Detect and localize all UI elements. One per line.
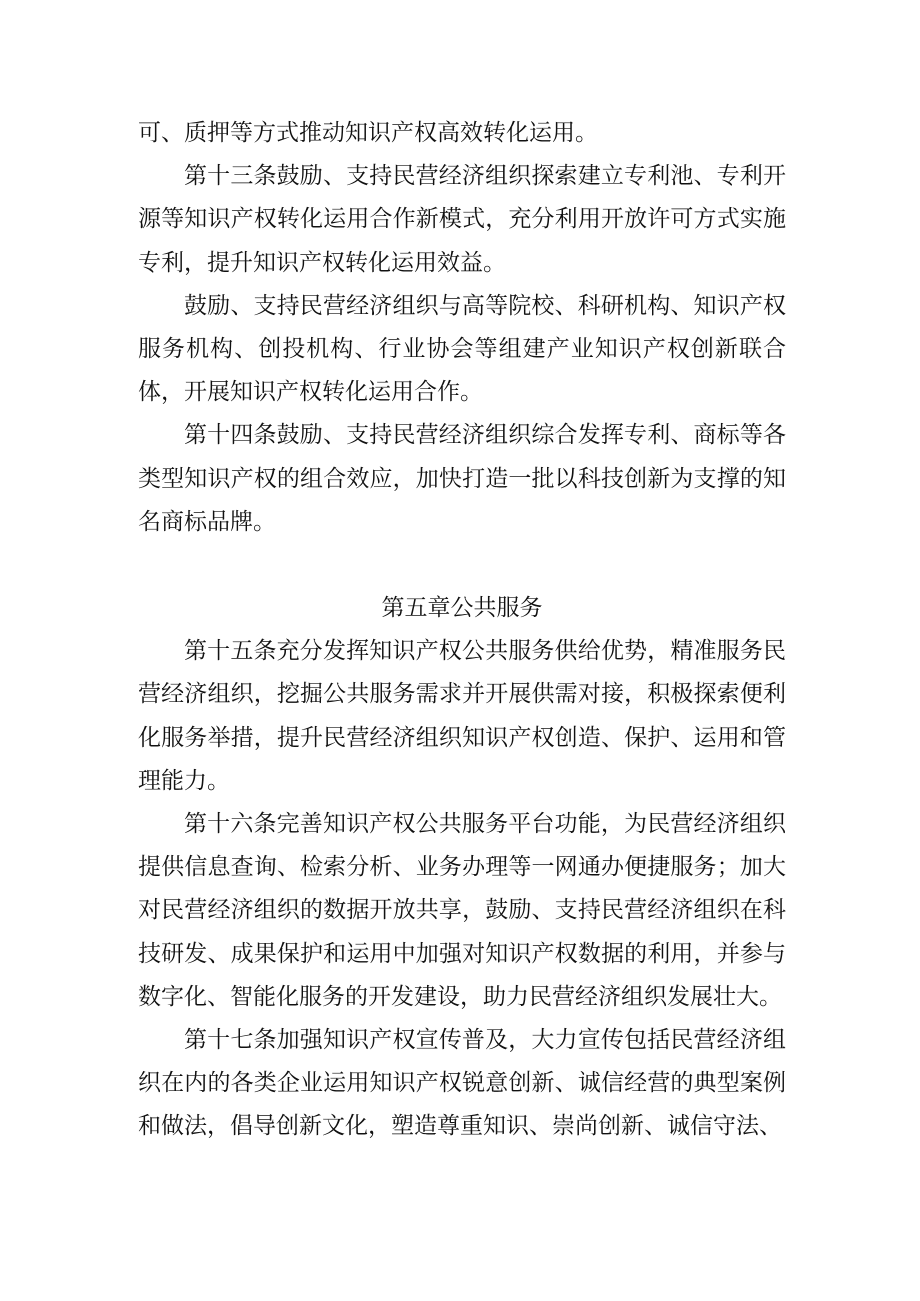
paragraph-article-16: 第十六条完善知识产权公共服务平台功能，为民营经济组织提供信息查询、检索分析、业务办理等一网通办便捷服务；加大对民营经济组织的数据开放共享，鼓励、支持民营经济组织在科技研发、成果保护和运用中加强对知识产权数据的利用，并参与数字化、智能化服务的开发建设，助力民营经济组织发展壮大。 <box>138 811 786 1010</box>
paragraph-article-13: 第十三条鼓励、支持民营经济组织探索建立专利池、专利开源等知识产权转化运用合作新模式，充分利用开放许可方式实施专利，提升知识产权转化运用效益。 <box>138 163 786 276</box>
chapter-title: 第五章公共服务 <box>381 595 543 622</box>
document-page <box>138 112 786 1149</box>
paragraph-continuation: 可、质押等方式推动知识产权高效转化运用。 <box>138 120 598 146</box>
paragraph-article-15: 第十五条充分发挥知识产权公共服务供给优势，精准服务民营经济组织，挖掘公共服务需求并开展供需对接，积极探索便利化服务举措，提升民营经济组织知识产权创造、保护、运用和管理能力。 <box>138 638 786 794</box>
paragraph-article-14: 第十四条鼓励、支持民营经济组织综合发挥专利、商标等各类型知识产权的组合效应，加快打造一批以科技创新为支撑的知名商标品牌。 <box>138 422 786 535</box>
paragraph-article-17: 第十七条加强知识产权宣传普及，大力宣传包括民营经济组织在内的各类企业运用知识产权锐意创新、诚信经营的典型案例和做法，倡导创新文化，塑造尊重知识、崇尚创新、诚信守法、 <box>138 1027 786 1140</box>
paragraph-article-13-part-2: 鼓励、支持民营经济组织与高等院校、科研机构、知识产权服务机构、创投机构、行业协会等组建产业知识产权创新联合体，开展知识产权转化运用合作。 <box>138 292 786 406</box>
